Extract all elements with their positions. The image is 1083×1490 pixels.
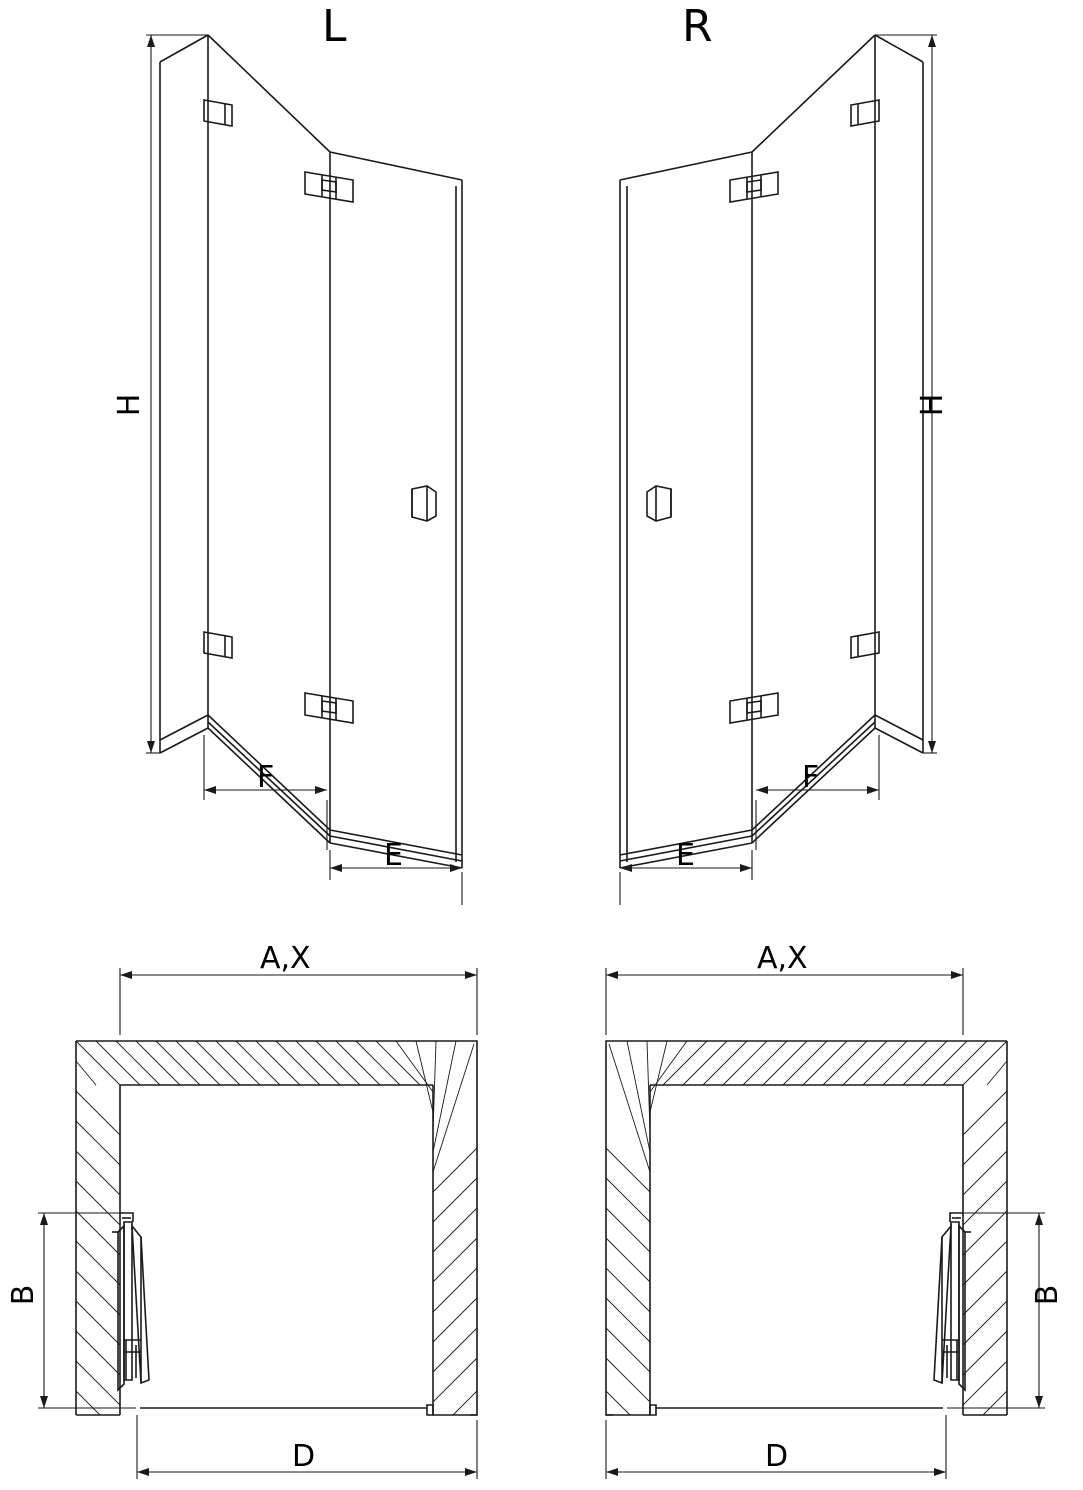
plan-right-depth-label: B	[1030, 1284, 1065, 1306]
left-elev-bottom-back-edge	[160, 728, 208, 753]
plan-left-folded-door	[112, 1213, 149, 1390]
left-elev-top-back-edge	[160, 35, 208, 62]
plan-right-hatch-left	[606, 1148, 650, 1415]
left-elev-fixed-panel-label: F	[257, 760, 275, 795]
right-elev-top-back-edge	[875, 35, 923, 62]
plan-right-folded-door	[934, 1213, 971, 1390]
elevation-left-enclosure	[160, 35, 462, 868]
plan-left-hatch-right	[433, 1148, 477, 1415]
left-elev-dimension-h	[146, 35, 208, 753]
right-elev-bottom-back-edge	[875, 728, 923, 753]
plan-left-dimension-ax	[120, 968, 477, 1035]
left-elev-door-handle	[412, 486, 436, 521]
right-elev-fixed-panel-label: F	[802, 760, 820, 795]
right-elev-height-label: H	[915, 393, 950, 417]
plan-left	[38, 968, 477, 1479]
left-elev-door-panel-label: E	[384, 838, 403, 873]
plan-right	[606, 968, 1045, 1479]
plan-left-opening-label: D	[292, 1439, 316, 1474]
variant-label-left: L	[322, 1, 348, 52]
plan-right-dimension-ax	[606, 968, 963, 1035]
left-elev-height-label: H	[112, 393, 147, 417]
plan-right-dimension-b	[947, 1213, 1045, 1408]
right-elev-hinge-center-bottom	[730, 693, 778, 723]
elevation-right-enclosure	[620, 35, 923, 868]
left-elev-top-edge-fixed	[208, 35, 330, 152]
plan-right-hatch-right	[963, 1061, 1007, 1415]
right-elev-top-edge-fixed	[752, 35, 875, 152]
left-elev-hinge-center-top	[305, 172, 353, 202]
left-elev-top-edge-door	[330, 152, 462, 180]
variant-label-right: R	[682, 1, 714, 52]
plan-left-depth-label: B	[6, 1284, 41, 1306]
right-elev-door-handle	[647, 486, 671, 521]
right-elev-hinge-center-top	[730, 172, 778, 202]
plan-left-panel-end	[140, 1405, 433, 1415]
left-elev-sill-recede	[160, 715, 208, 740]
left-elev-hinge-center-bottom	[305, 693, 353, 723]
plan-left-dimension-b	[38, 1213, 136, 1408]
plan-right-panel-end	[650, 1405, 943, 1415]
right-elev-top-edge-door	[620, 152, 752, 180]
plan-left-width-label: A,X	[260, 941, 311, 976]
right-elev-door-panel-label: E	[676, 838, 695, 873]
plan-left-hatch-left	[76, 1061, 120, 1415]
plan-left-hatch-top	[76, 1041, 474, 1172]
plan-right-opening-label: D	[765, 1439, 789, 1474]
right-elev-sill-recede	[875, 715, 923, 740]
plan-right-hatch-top	[609, 1041, 1007, 1172]
plan-right-width-label: A,X	[757, 941, 808, 976]
